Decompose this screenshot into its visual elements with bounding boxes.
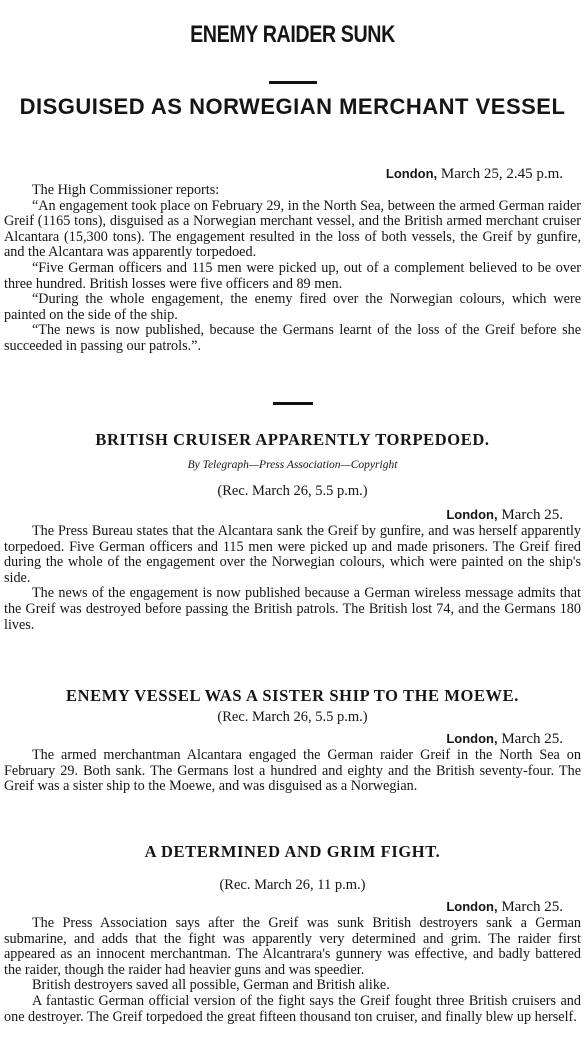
dateline-date: March 25.: [497, 731, 563, 747]
section-title: A DETERMINED AND GRIM FIGHT.: [144, 842, 441, 861]
dateline-place: London,: [446, 731, 498, 746]
section-divider: [0, 402, 585, 405]
section-3: [0, 686, 585, 795]
dateline-place: London,: [446, 507, 498, 522]
paragraph: The Press Association says after the Greif was sunk British destroyers sank a German submarine, and adds that the fight was apparently very determined and grim. The raider first appeared as an innocent merchantman. The Alcantrara's gunnery was effective, and badly battered the raider, though the raider had heavier guns and was speedier.: [4, 915, 581, 978]
paragraph: “An engagement took place on February 29, in the North Sea, between the armed German raider Greif (1165 tons), disguised as a Norwegian merchant vessel, and the British armed merchant cruiser Alcantara (15,300 tons). The engagement resulted in the loss of both vessels, the Greif by gunfire, and the Alcantara was apparently torpedoed.: [4, 197, 581, 261]
paragraph: A fantastic German official version of the fight says the Greif fought three British cruisers and one destroyer. The Greif torpedoed the great fifteen thousand ton cruiser, and finally blew up herself.: [4, 992, 581, 1025]
section-title: ENEMY VESSEL WAS A SISTER SHIP TO THE MOEWE.: [66, 686, 519, 705]
dateline-date: March 25.: [497, 507, 563, 523]
section-2-body: [0, 524, 585, 633]
headline-block: [0, 0, 585, 84]
section-1: [0, 165, 585, 355]
dateline-time: March 25, 2.45 p.m.: [437, 166, 563, 182]
dateline-2: [0, 506, 585, 524]
dateline-3: [0, 730, 585, 748]
dateline-4: [0, 898, 585, 916]
divider-rule: [273, 402, 313, 405]
paragraph: The news of the engagement is now published because a German wireless message admits that the Greif was destroyed before passing the British patrols. The British lost 74, and the Germans 180 lives.: [4, 585, 581, 633]
subhead-block: [0, 94, 585, 120]
headline: ENEMY RAIDER SUNK: [190, 21, 395, 48]
received-time: (Rec. March 26, 5.5 p.m.): [217, 483, 368, 499]
headline-rule: [269, 81, 317, 84]
section-1-body: [0, 183, 585, 355]
subhead: DISGUISED AS NORWEGIAN MERCHANT VESSEL: [19, 94, 566, 119]
paragraph: “The news is now published, because the Germans learnt of the loss of the Greif before she succeeded in passing our patrols.”.: [4, 322, 581, 354]
lead-paragraph: The High Commissioner reports:: [32, 182, 220, 198]
paragraph: British destroyers saved all possible, German and British alike.: [32, 977, 390, 994]
dateline-place: London,: [385, 166, 438, 181]
dateline-place: London,: [446, 899, 498, 914]
section-title: BRITISH CRUISER APPARENTLY TORPEDOED.: [95, 430, 490, 449]
paragraph: The armed merchantman Alcantara engaged the German raider Greif in the North Sea on February 29. Both sank. The Germans lost a hundred and eighty and the British seventy-four. The Greif was a sister ship to the Moewe, and was disguised as a Norwegian.: [4, 747, 581, 795]
paragraph: “During the whole engagement, the enemy fired over the Norwegian colours, which were painted on the side of the ship.: [4, 291, 581, 323]
section-4: [0, 842, 585, 1025]
received-time: (Rec. March 26, 5.5 p.m.): [217, 709, 368, 725]
paragraph: The Press Bureau states that the Alcantara sank the Greif by gunfire, and was herself apparently torpedoed. Five German officers and 115 men were picked up and made prisoners. The Greif fired during the whole of the engagement over the Norwegian colours, which were painted on the ship's side.: [4, 523, 581, 586]
dateline-1: [0, 165, 585, 183]
section-2: [0, 430, 585, 633]
section-4-body: [0, 916, 585, 1025]
byline: By Telegraph—Press Association—Copyright: [187, 459, 398, 471]
paragraph: “Five German officers and 115 men were picked up, out of a complement believed to be over three hundred. British losses were five officers and 89 men.: [4, 259, 581, 292]
received-time: (Rec. March 26, 11 p.m.): [219, 877, 366, 893]
dateline-date: March 25.: [497, 899, 563, 915]
section-3-body: [0, 748, 585, 795]
